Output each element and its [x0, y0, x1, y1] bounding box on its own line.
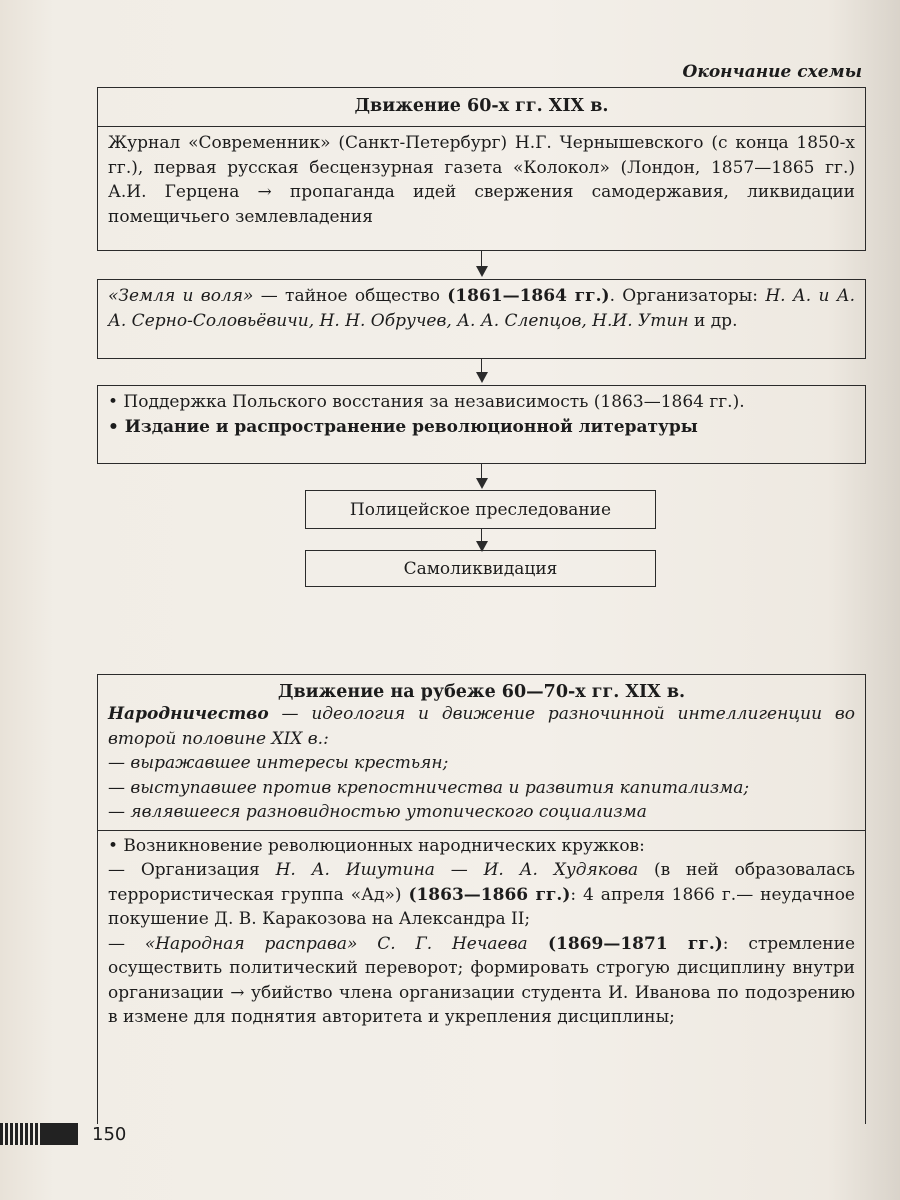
definition-point: — выступавшее против крепостничества и развития капитализма;: [108, 777, 750, 798]
activity-item: • Поддержка Польского восстания за независимость (1863—1864 гг.).: [108, 392, 745, 412]
ishutin-organization: [98, 858, 865, 932]
ishutin-names: Н. А. Ишутина — И. А. Худякова: [275, 860, 639, 880]
term-definition: — идеология и движение разночинной интеллигенции во второй половине XIX в.:: [108, 704, 855, 749]
nechaev-tail: : стремление осуществить политический переворот; формировать строгую дисциплину внутри организации → убийство члена организации студента И. Иванова по подозрению в измене для поднятия авторитета и укрепления дисциплины;: [108, 933, 855, 1027]
box-self-liquidation: [305, 550, 656, 587]
arrow-head: [476, 372, 488, 383]
society-description: — тайное общество: [253, 286, 448, 306]
organizers-tail: и др.: [688, 310, 738, 331]
box-movement-60s-text: Журнал «Современник» (Санкт-Петербург) Н.Г. Чернышевского (с конца 1850-х гг.), первая русская бесцензурная газета «Колокол» (Лондон, 1857—1865 гг.) А.И. Герцена → пропаганда идей свержения самодержавия, ликвидации помещичьего землевладения: [108, 133, 855, 227]
ishutin-tail: : 4 апреля 1866 г.— неудачное покушение Д. В. Каракозова на Александра II;: [108, 884, 855, 929]
circles-intro: • Возникновение революционных народнических кружков:: [108, 835, 645, 856]
nechaev-organization: [98, 932, 865, 1030]
narodnichestvo-definition: [98, 702, 865, 751]
definition-point: — являвшееся разновидностью утопического социализма: [108, 802, 647, 822]
term-narodnichestvo: Народничество: [108, 704, 269, 724]
ishutin-years: (1863—1866 гг.): [408, 884, 571, 905]
activity-item: • Издание и распространение революционной литературы: [108, 416, 698, 437]
box-narodnichestvo-title: Движение на рубеже 60—70-х гг. XIX в.: [277, 682, 686, 702]
page-number: 150: [92, 1124, 127, 1145]
box-activities: [97, 385, 866, 464]
box-zemlya-i-volya: [97, 279, 866, 359]
organizers-list: Н. А. и А. А. Серно-Соловьёвичи, Н. Н. Обручев, А. А. Слепцов, Н.И. Утин: [108, 286, 855, 331]
box-self-liquidation-label: Самоликвидация: [403, 559, 558, 579]
box-police-persecution-label: Полицейское преследование: [349, 500, 612, 520]
definition-point: — выражавшее интересы крестьян;: [108, 753, 449, 773]
nechaev-prefix: —: [108, 933, 145, 954]
ishutin-mid: (в ней образовалась террористическая группа «Ад»): [108, 860, 855, 905]
arrow-head: [476, 478, 488, 489]
nechaev-name: «Народная расправа» С. Г. Нечаева: [144, 933, 528, 954]
organizers-label: . Организаторы:: [609, 286, 766, 306]
box-zemlya-i-volya-text: [98, 280, 865, 333]
box-police-persecution: [305, 490, 656, 529]
box-movement-60s: [97, 87, 866, 251]
society-name: «Земля и воля»: [108, 286, 254, 306]
society-years: (1861—1864 гг.): [447, 286, 610, 306]
box-narodnichestvo: [97, 674, 866, 1124]
nechaev-years: (1869—1871 гг.): [527, 933, 723, 954]
arrow-head: [476, 266, 488, 277]
ishutin-prefix: — Организация: [108, 860, 276, 880]
box-movement-60s-title: Движение 60-х гг. XIX в.: [354, 96, 609, 116]
continuation-label: Окончание схемы: [682, 62, 862, 82]
page-edge-marker-solid: [40, 1123, 78, 1145]
